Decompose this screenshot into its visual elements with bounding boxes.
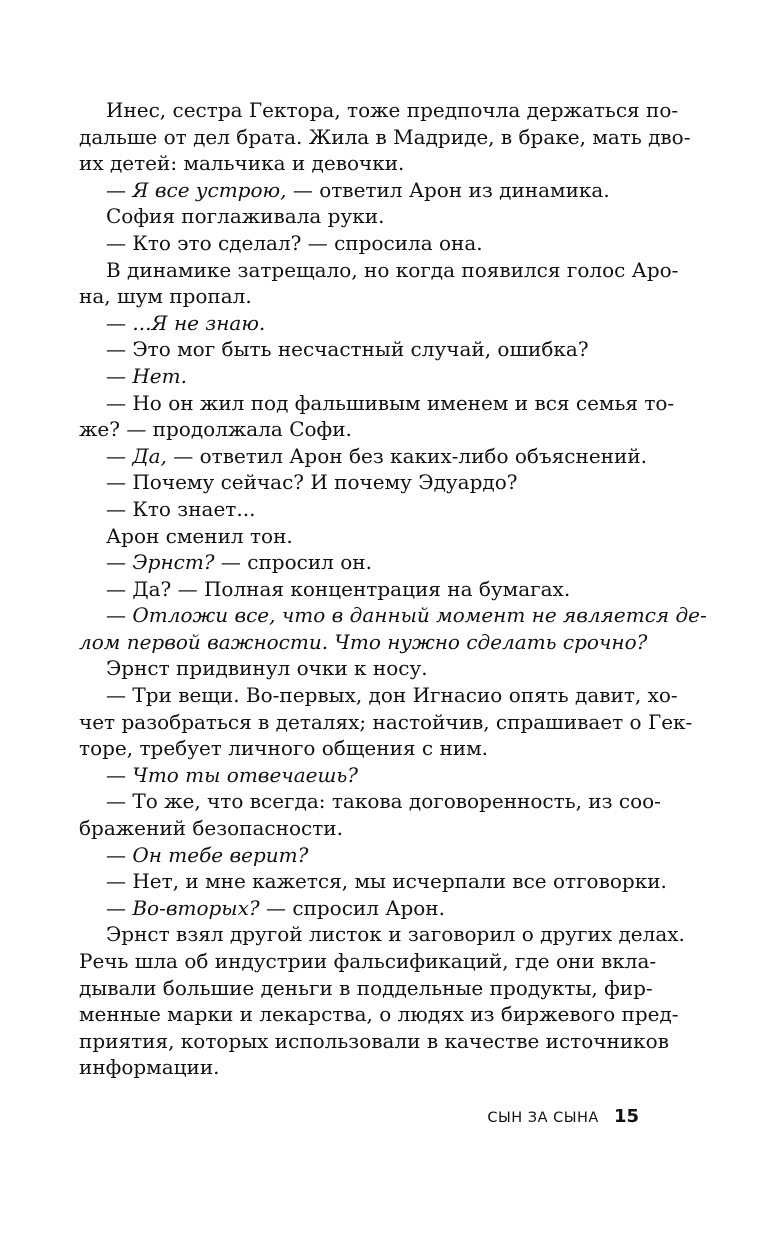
text-run: — Кто это сделал? — спросила она. — [106, 230, 483, 255]
text-line — [79, 363, 639, 390]
text-line — [79, 948, 657, 975]
page-number: 15 — [613, 1106, 639, 1127]
text-run: их детей: мальчика и девочки. — [79, 151, 405, 176]
text-run: — Но он жил под фальшивым именем и вся семья то- — [106, 390, 675, 415]
text-run: Эрнст взял другой листок и заговорил о других делах. — [106, 922, 685, 947]
text-line — [79, 1028, 669, 1055]
italic-text: ...Я не знаю. — [132, 310, 266, 335]
text-line — [79, 257, 679, 284]
text-line — [79, 842, 639, 869]
text-run: София поглаживала руки. — [106, 204, 385, 229]
text-run: бражений безопасности. — [79, 816, 343, 841]
text-run: на, шум пропал. — [79, 284, 252, 309]
text-run: В динамике затрещало, но когда появился голос Аро- — [106, 257, 679, 282]
text-run: же? — продолжала Софи. — [79, 417, 352, 442]
italic-text: Он тебе верит? — [132, 842, 309, 867]
text-run: — — [106, 310, 133, 335]
text-run: — То же, что всегда: такова договоренность, из соо- — [106, 789, 661, 814]
text-run: — — [106, 842, 133, 867]
running-title: СЫН ЗА СЫНА — [487, 1110, 599, 1126]
text-run: — Нет, и мне кажется, мы исчерпали все отговорки. — [106, 869, 667, 894]
text-run: — — [106, 177, 133, 202]
text-line — [79, 815, 639, 842]
text-run: Инес, сестра Гектора, тоже предпочла держаться по- — [106, 98, 679, 122]
italic-text: Во-вторых? — [132, 895, 260, 920]
text-run: информации. — [79, 1055, 220, 1080]
page-text — [79, 97, 707, 1081]
italic-text: Эрнст? — [132, 550, 215, 575]
text-line — [79, 97, 679, 124]
text-run: торе, требует личного общения с ним. — [79, 736, 489, 761]
text-line — [79, 655, 639, 682]
text-run: — Три вещи. Во-первых, дон Игнасио опять давит, хо- — [106, 683, 678, 708]
italic-text: Да, — [132, 443, 167, 468]
text-run: — спросил Арон. — [259, 895, 445, 920]
text-run: дывали большие деньги в поддельные продукты, фир- — [79, 975, 653, 1000]
italic-text: Что ты отвечаешь? — [132, 762, 359, 787]
text-line — [79, 788, 661, 815]
text-run: — Это мог быть несчастный случай, ошибка? — [106, 337, 589, 362]
text-run: — ответил Арон из динамика. — [286, 177, 610, 202]
text-run: — — [106, 363, 133, 388]
text-line — [79, 230, 639, 257]
text-run: — — [106, 550, 133, 575]
text-line — [79, 203, 639, 230]
text-line — [79, 682, 678, 709]
text-run: Речь шла об индустрии фальсификаций, где они вкла- — [79, 949, 657, 973]
text-line — [79, 416, 639, 443]
text-line — [79, 549, 639, 576]
text-line — [79, 443, 648, 470]
text-line — [79, 523, 639, 550]
italic-text: лом первой важности. Что нужно сделать срочно? — [79, 629, 648, 654]
text-run: чет разобраться в деталях; настойчив, спрашивает о Гек- — [79, 709, 693, 734]
text-line — [79, 150, 639, 177]
text-line — [79, 496, 639, 523]
text-line — [79, 1054, 639, 1081]
text-line — [79, 868, 667, 895]
text-line — [79, 709, 693, 736]
text-run: — ответил Арон без каких-либо объяснений. — [166, 443, 648, 468]
text-run: дальше от дел брата. Жила в Мадриде, в браке, мать дво- — [79, 124, 691, 149]
text-run: — Кто знает... — [106, 496, 256, 521]
text-run: приятия, которых использовали в качестве источников — [79, 1028, 669, 1053]
text-line — [79, 629, 648, 656]
italic-text: Нет. — [132, 363, 187, 388]
text-run: — — [106, 762, 133, 787]
text-line — [79, 1001, 679, 1028]
text-run: — спросил он. — [214, 550, 372, 575]
text-line — [79, 283, 639, 310]
text-line — [79, 177, 639, 204]
text-run: — Да? — Полная концентрация на бумагах. — [106, 576, 571, 601]
text-line — [79, 602, 707, 629]
text-run: Эрнст придвинул очки к носу. — [106, 656, 428, 681]
text-run: — — [106, 603, 133, 628]
italic-text: Отложи все, что в данный момент не является де- — [132, 603, 707, 628]
text-line — [79, 762, 639, 789]
text-run: менные марки и лекарства, о людях из биржевого пред- — [79, 1002, 679, 1027]
text-line — [79, 124, 691, 151]
text-run: — Почему сейчас? И почему Эдуардо? — [106, 470, 518, 495]
text-line — [79, 469, 639, 496]
text-line — [79, 895, 639, 922]
text-line — [79, 576, 639, 603]
text-line — [79, 310, 639, 337]
page-footer — [79, 1106, 639, 1127]
text-run: — — [106, 443, 133, 468]
text-line — [79, 735, 639, 762]
text-line — [79, 921, 685, 948]
italic-text: Я все устрою, — [132, 177, 287, 202]
text-run: Арон сменил тон. — [106, 523, 293, 548]
text-line — [79, 390, 675, 417]
text-line — [79, 336, 639, 363]
text-line — [79, 975, 653, 1002]
text-run: — — [106, 895, 133, 920]
